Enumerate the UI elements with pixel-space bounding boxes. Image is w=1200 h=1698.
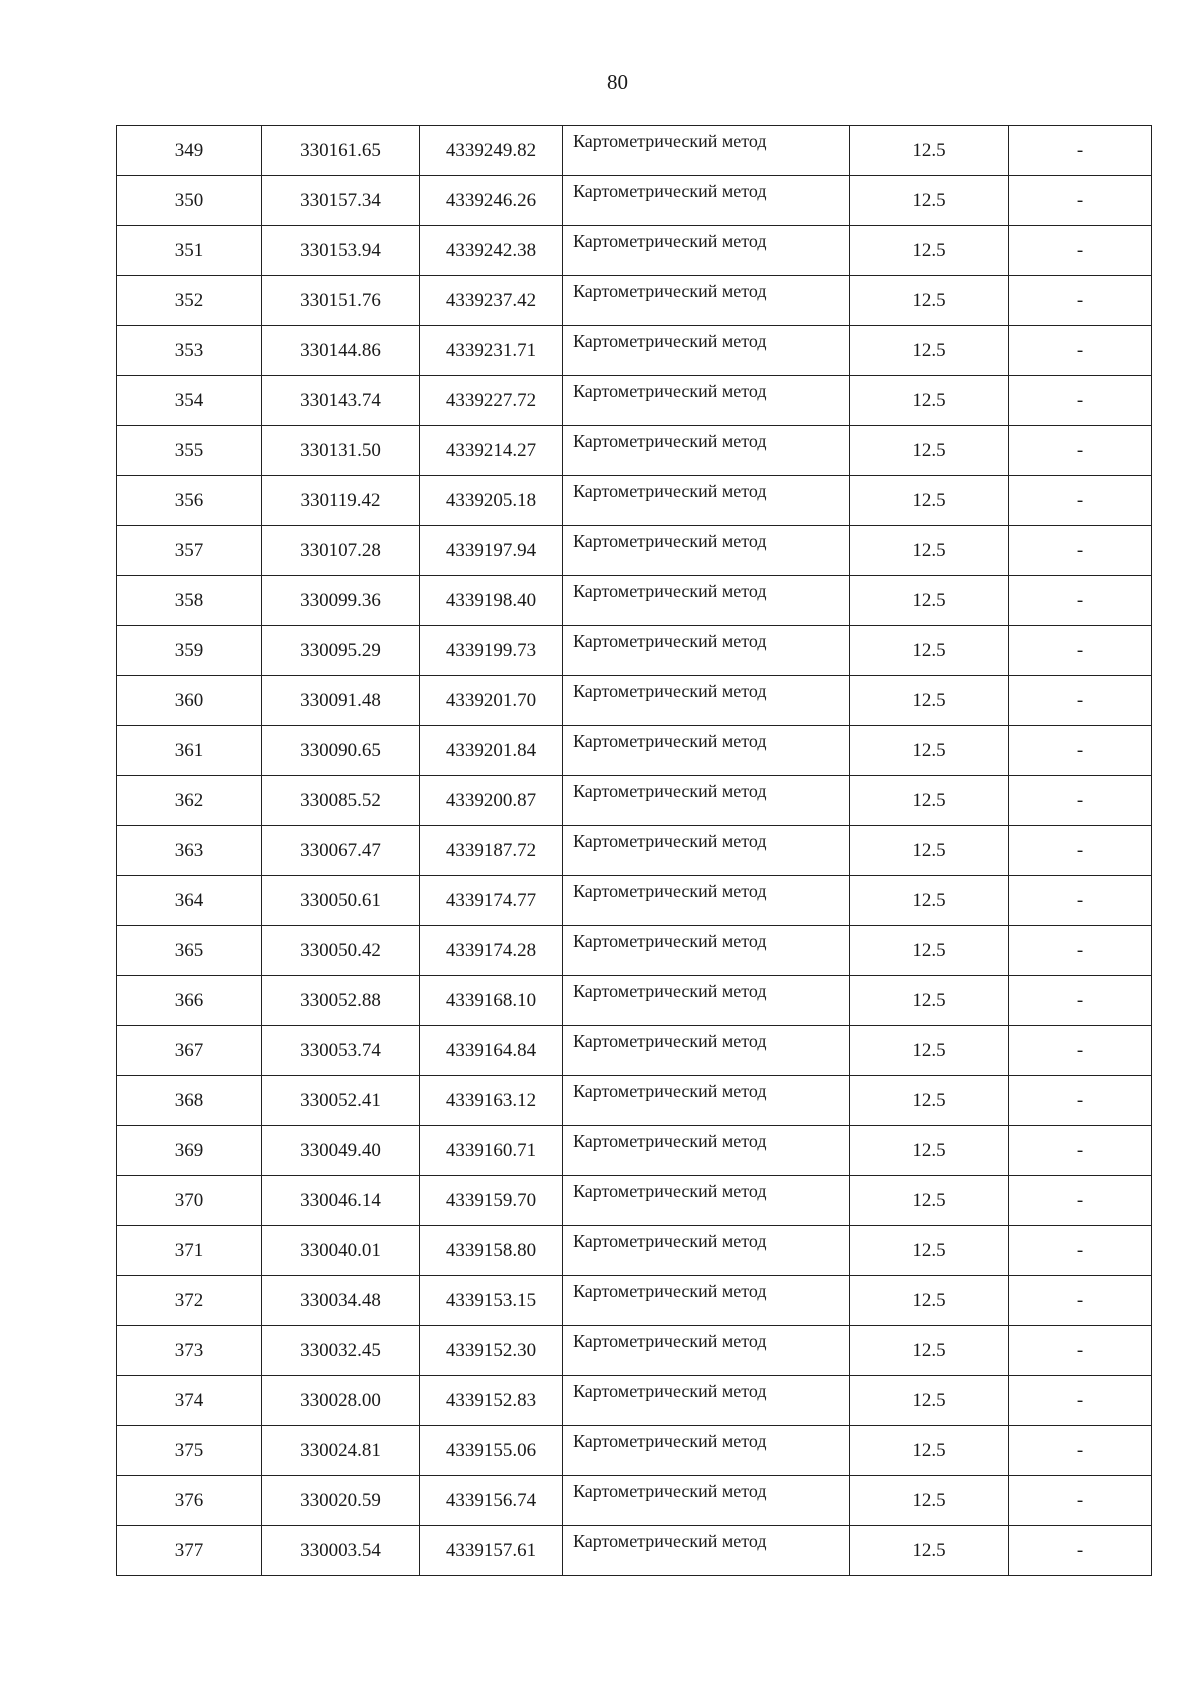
table-row [117,626,1152,676]
note-cell: - [1009,1376,1152,1426]
method-cell: Картометрический метод [563,526,850,576]
accuracy-cell: 12.5 [850,1026,1009,1076]
accuracy-cell: 12.5 [850,526,1009,576]
table-row [117,1426,1152,1476]
note-cell: - [1009,1276,1152,1326]
coordinate-y-cell: 4339159.70 [420,1176,563,1226]
point-number-cell: 366 [117,976,262,1026]
table-row [117,826,1152,876]
table-row [117,376,1152,426]
coordinate-x-cell: 330144.86 [262,326,420,376]
coordinate-x-cell: 330053.74 [262,1026,420,1076]
note-cell: - [1009,276,1152,326]
method-cell: Картометрический метод [563,376,850,426]
accuracy-cell: 12.5 [850,926,1009,976]
note-cell: - [1009,626,1152,676]
coordinate-y-cell: 4339168.10 [420,976,563,1026]
point-number-cell: 363 [117,826,262,876]
coordinate-x-cell: 330119.42 [262,476,420,526]
accuracy-cell: 12.5 [850,676,1009,726]
accuracy-cell: 12.5 [850,1326,1009,1376]
note-cell: - [1009,776,1152,826]
note-cell: - [1009,1176,1152,1226]
note-cell: - [1009,1226,1152,1276]
table-row [117,1326,1152,1376]
table-row [117,926,1152,976]
point-number-cell: 377 [117,1526,262,1576]
coordinate-y-cell: 4339242.38 [420,226,563,276]
point-number-cell: 359 [117,626,262,676]
table-row [117,876,1152,926]
method-cell: Картометрический метод [563,1226,850,1276]
coordinate-x-cell: 330049.40 [262,1126,420,1176]
note-cell: - [1009,926,1152,976]
coordinate-y-cell: 4339164.84 [420,1026,563,1076]
coordinate-x-cell: 330153.94 [262,226,420,276]
coordinate-y-cell: 4339163.12 [420,1076,563,1126]
coordinate-x-cell: 330161.65 [262,126,420,176]
coordinate-y-cell: 4339198.40 [420,576,563,626]
method-cell: Картометрический метод [563,326,850,376]
note-cell: - [1009,226,1152,276]
point-number-cell: 350 [117,176,262,226]
coordinate-x-cell: 330143.74 [262,376,420,426]
accuracy-cell: 12.5 [850,726,1009,776]
coordinate-y-cell: 4339237.42 [420,276,563,326]
coordinate-y-cell: 4339158.80 [420,1226,563,1276]
table-row [117,476,1152,526]
method-cell: Картометрический метод [563,1376,850,1426]
accuracy-cell: 12.5 [850,1176,1009,1226]
accuracy-cell: 12.5 [850,1126,1009,1176]
note-cell: - [1009,676,1152,726]
note-cell: - [1009,826,1152,876]
coordinate-x-cell: 330034.48 [262,1276,420,1326]
accuracy-cell: 12.5 [850,276,1009,326]
coordinate-y-cell: 4339152.30 [420,1326,563,1376]
accuracy-cell: 12.5 [850,1526,1009,1576]
page-number: 80 [607,70,628,94]
point-number-cell: 375 [117,1426,262,1476]
point-number-cell: 372 [117,1276,262,1326]
accuracy-cell: 12.5 [850,576,1009,626]
coordinate-x-cell: 330052.88 [262,976,420,1026]
point-number-cell: 357 [117,526,262,576]
point-number-cell: 369 [117,1126,262,1176]
note-cell: - [1009,376,1152,426]
coordinate-y-cell: 4339174.28 [420,926,563,976]
note-cell: - [1009,876,1152,926]
table-row [117,1376,1152,1426]
point-number-cell: 356 [117,476,262,526]
accuracy-cell: 12.5 [850,376,1009,426]
coordinate-y-cell: 4339152.83 [420,1376,563,1426]
coordinate-y-cell: 4339174.77 [420,876,563,926]
method-cell: Картометрический метод [563,226,850,276]
table-row [117,276,1152,326]
coordinate-x-cell: 330085.52 [262,776,420,826]
accuracy-cell: 12.5 [850,876,1009,926]
table-row [117,1076,1152,1126]
table-row [117,526,1152,576]
coordinate-y-cell: 4339200.87 [420,776,563,826]
coordinate-x-cell: 330040.01 [262,1226,420,1276]
accuracy-cell: 12.5 [850,1226,1009,1276]
coordinates-table [116,125,1152,1576]
method-cell: Картометрический метод [563,1126,850,1176]
coordinates-table-body [117,126,1152,1576]
coordinate-x-cell: 330046.14 [262,1176,420,1226]
point-number-cell: 370 [117,1176,262,1226]
accuracy-cell: 12.5 [850,226,1009,276]
method-cell: Картометрический метод [563,726,850,776]
point-number-cell: 349 [117,126,262,176]
coordinate-y-cell: 4339231.71 [420,326,563,376]
note-cell: - [1009,126,1152,176]
point-number-cell: 358 [117,576,262,626]
coordinate-y-cell: 4339155.06 [420,1426,563,1476]
accuracy-cell: 12.5 [850,1376,1009,1426]
point-number-cell: 371 [117,1226,262,1276]
method-cell: Картометрический метод [563,476,850,526]
coordinate-y-cell: 4339156.74 [420,1476,563,1526]
point-number-cell: 353 [117,326,262,376]
note-cell: - [1009,1126,1152,1176]
table-row [117,176,1152,226]
method-cell: Картометрический метод [563,626,850,676]
coordinate-y-cell: 4339214.27 [420,426,563,476]
table-row [117,1476,1152,1526]
coordinate-y-cell: 4339205.18 [420,476,563,526]
coordinate-y-cell: 4339246.26 [420,176,563,226]
table-row [117,726,1152,776]
coordinate-y-cell: 4339199.73 [420,626,563,676]
coordinate-x-cell: 330020.59 [262,1476,420,1526]
point-number-cell: 367 [117,1026,262,1076]
note-cell: - [1009,526,1152,576]
table-row [117,426,1152,476]
coordinate-y-cell: 4339153.15 [420,1276,563,1326]
method-cell: Картометрический метод [563,676,850,726]
coordinate-x-cell: 330067.47 [262,826,420,876]
method-cell: Картометрический метод [563,576,850,626]
point-number-cell: 374 [117,1376,262,1426]
note-cell: - [1009,426,1152,476]
table-row [117,1126,1152,1176]
point-number-cell: 360 [117,676,262,726]
note-cell: - [1009,1026,1152,1076]
table-row [117,576,1152,626]
accuracy-cell: 12.5 [850,776,1009,826]
accuracy-cell: 12.5 [850,1426,1009,1476]
point-number-cell: 361 [117,726,262,776]
note-cell: - [1009,976,1152,1026]
point-number-cell: 376 [117,1476,262,1526]
point-number-cell: 364 [117,876,262,926]
method-cell: Картометрический метод [563,776,850,826]
accuracy-cell: 12.5 [850,826,1009,876]
method-cell: Картометрический метод [563,876,850,926]
coordinate-x-cell: 330107.28 [262,526,420,576]
note-cell: - [1009,476,1152,526]
coordinate-x-cell: 330050.61 [262,876,420,926]
note-cell: - [1009,576,1152,626]
coordinate-x-cell: 330157.34 [262,176,420,226]
coordinate-y-cell: 4339197.94 [420,526,563,576]
note-cell: - [1009,326,1152,376]
point-number-cell: 351 [117,226,262,276]
method-cell: Картометрический метод [563,826,850,876]
note-cell: - [1009,1426,1152,1476]
accuracy-cell: 12.5 [850,476,1009,526]
coordinate-y-cell: 4339249.82 [420,126,563,176]
coordinate-x-cell: 330024.81 [262,1426,420,1476]
table-row [117,1226,1152,1276]
coordinate-x-cell: 330003.54 [262,1526,420,1576]
coordinate-x-cell: 330099.36 [262,576,420,626]
coordinate-x-cell: 330050.42 [262,926,420,976]
method-cell: Картометрический метод [563,1426,850,1476]
table-row [117,1276,1152,1326]
accuracy-cell: 12.5 [850,326,1009,376]
coordinate-x-cell: 330032.45 [262,1326,420,1376]
method-cell: Картометрический метод [563,1026,850,1076]
table-row [117,226,1152,276]
table-row [117,126,1152,176]
coordinate-x-cell: 330151.76 [262,276,420,326]
method-cell: Картометрический метод [563,926,850,976]
coordinate-x-cell: 330028.00 [262,1376,420,1426]
point-number-cell: 373 [117,1326,262,1376]
coordinate-x-cell: 330095.29 [262,626,420,676]
coordinate-x-cell: 330052.41 [262,1076,420,1126]
accuracy-cell: 12.5 [850,126,1009,176]
point-number-cell: 355 [117,426,262,476]
table-row [117,1176,1152,1226]
method-cell: Картометрический метод [563,426,850,476]
method-cell: Картометрический метод [563,276,850,326]
method-cell: Картометрический метод [563,1526,850,1576]
method-cell: Картометрический метод [563,1326,850,1376]
coordinate-x-cell: 330091.48 [262,676,420,726]
note-cell: - [1009,1326,1152,1376]
point-number-cell: 354 [117,376,262,426]
coordinate-y-cell: 4339160.71 [420,1126,563,1176]
method-cell: Картометрический метод [563,1476,850,1526]
accuracy-cell: 12.5 [850,976,1009,1026]
note-cell: - [1009,1476,1152,1526]
note-cell: - [1009,726,1152,776]
coordinate-y-cell: 4339227.72 [420,376,563,426]
accuracy-cell: 12.5 [850,1076,1009,1126]
table-row [117,1526,1152,1576]
point-number-cell: 368 [117,1076,262,1126]
coordinate-y-cell: 4339201.84 [420,726,563,776]
coordinate-x-cell: 330131.50 [262,426,420,476]
note-cell: - [1009,1526,1152,1576]
coordinate-y-cell: 4339187.72 [420,826,563,876]
table-row [117,776,1152,826]
note-cell: - [1009,1076,1152,1126]
coordinate-y-cell: 4339157.61 [420,1526,563,1576]
table-row [117,326,1152,376]
point-number-cell: 365 [117,926,262,976]
method-cell: Картометрический метод [563,126,850,176]
coordinate-y-cell: 4339201.70 [420,676,563,726]
accuracy-cell: 12.5 [850,1476,1009,1526]
method-cell: Картометрический метод [563,1176,850,1226]
accuracy-cell: 12.5 [850,626,1009,676]
accuracy-cell: 12.5 [850,176,1009,226]
point-number-cell: 352 [117,276,262,326]
accuracy-cell: 12.5 [850,1276,1009,1326]
method-cell: Картометрический метод [563,1276,850,1326]
method-cell: Картометрический метод [563,976,850,1026]
point-number-cell: 362 [117,776,262,826]
note-cell: - [1009,176,1152,226]
accuracy-cell: 12.5 [850,426,1009,476]
table-row [117,676,1152,726]
table-row [117,976,1152,1026]
method-cell: Картометрический метод [563,176,850,226]
coordinate-x-cell: 330090.65 [262,726,420,776]
method-cell: Картометрический метод [563,1076,850,1126]
table-row [117,1026,1152,1076]
